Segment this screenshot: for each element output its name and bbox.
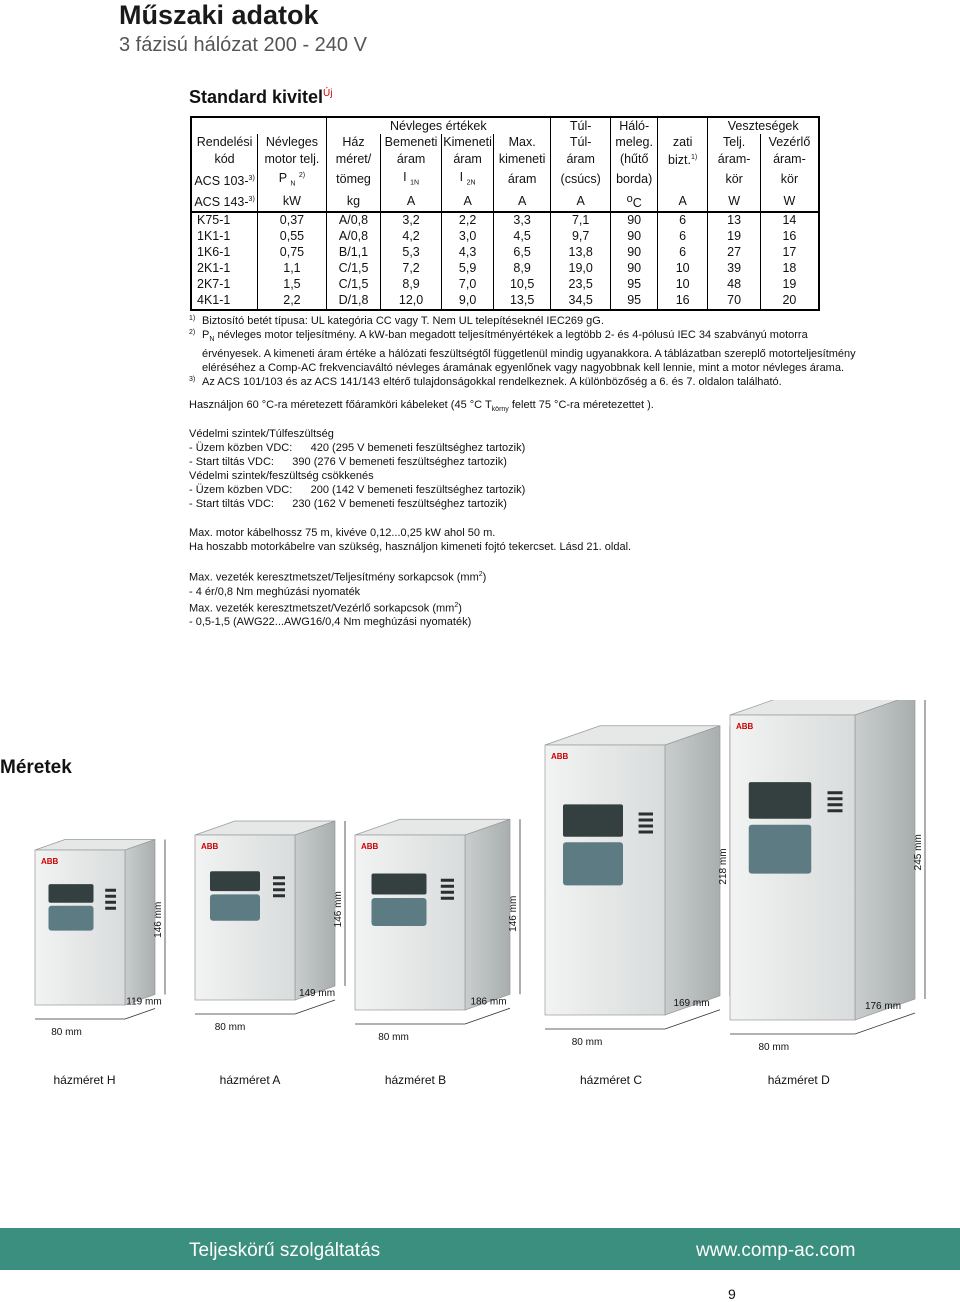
table-cell: 90: [611, 229, 657, 245]
th-heatsink: $^o$C: [611, 192, 657, 212]
depth-dim-line: [125, 1009, 155, 1020]
table-cell: 2,2: [441, 212, 494, 229]
abb-logo: ABB: [551, 752, 569, 761]
vent: [273, 876, 285, 879]
th-order-code: Rendelési: [196, 134, 253, 149]
frame-size-caption: házméret H: [53, 1073, 116, 1087]
table-cell: 1K6-1: [197, 245, 231, 260]
table-cell: 10: [657, 277, 707, 293]
table-cell: 6,5: [494, 245, 551, 261]
table-cell: 95: [611, 293, 657, 310]
th-output-current: A: [441, 192, 494, 212]
th-max-output: áram: [494, 168, 551, 192]
display: [210, 871, 260, 891]
table-cell: 27: [708, 245, 761, 261]
device-side: [665, 726, 720, 1015]
th-input-current: A: [381, 192, 442, 212]
page-number: 9: [728, 1286, 736, 1302]
table-cell: 18: [760, 261, 819, 277]
table-cell: 8,9: [494, 261, 551, 277]
table-cell: C/1,5: [326, 277, 381, 293]
keypad: [210, 894, 260, 920]
table-row: [191, 277, 819, 293]
footnote-2: 2) $P_N$ névleges motor teljesítmény. A kW-ban megadott teljesítményértékek a legtöbb 2- és 4-pólusú IEC 34 szabványú motorra érvényesek. A kimeneti áram értéke a hálózati feszültségtől függetlenül mindig ugyanakkora. A táblázatban szereplő motorteljesítmény eléréséhez a Comp-AC frekvenciaváltó névleges áramának egyenlőnek vagy nagyobbnak kell lennie, mint a motor névleges árama.: [189, 329, 856, 375]
vent: [105, 895, 116, 898]
table-cell: 0,75: [258, 245, 327, 261]
table-cell: 20: [760, 293, 819, 310]
footnote-3: 3) Az ACS 101/103 és az ACS 141/143 eltérő tulajdonságokkal rendelkeznek. A különbözőség a 6. és 7. oldalon található.: [189, 376, 782, 389]
depth-label: 169 mm: [673, 997, 710, 1009]
th-max-output: kimeneti: [494, 150, 551, 168]
table-cell: 19: [708, 229, 761, 245]
th-heatsink: Háló-: [611, 117, 657, 134]
table-cell: 2K7-1: [197, 277, 231, 292]
table-cell: 70: [708, 293, 761, 310]
keypad: [563, 842, 623, 885]
th-motor-power: P $_N$ $^{2)}$: [258, 168, 327, 192]
table-cell: 13,5: [494, 293, 551, 310]
height-label: 146 mm: [508, 895, 519, 932]
table-cell: 39: [708, 261, 761, 277]
th-frame: tömeg: [326, 168, 381, 192]
keypad: [372, 898, 427, 926]
table-cell: 7,0: [441, 277, 494, 293]
height-label: 218 mm: [718, 848, 729, 885]
table-cell: 16: [657, 293, 707, 310]
th-motor-power: motor telj.: [258, 150, 327, 168]
th-motor-power: Névleges: [258, 134, 327, 150]
device-side: [295, 821, 335, 1000]
table-cell: 13,8: [550, 245, 611, 261]
table-cell: 1,5: [258, 277, 327, 293]
table-cell: D/1,8: [326, 293, 381, 310]
table-cell: 8,9: [381, 277, 442, 293]
table-cell: 16: [760, 229, 819, 245]
section-title: Standard kivitel$^{Új}$: [189, 87, 333, 107]
cable-note: Használjon 60 °C-ra méretezett főáramköri kábeleket (45 °C $T_{körny}$ felett 75 °C-ra méretezettet ).: [189, 399, 654, 414]
depth-label: 149 mm: [298, 988, 336, 999]
table-cell: 9,0: [441, 293, 494, 310]
table-cell: 6: [657, 212, 707, 229]
vent: [105, 901, 116, 904]
depth-label: 186 mm: [470, 996, 507, 1008]
keypad: [749, 825, 812, 874]
table-cell: 9,7: [550, 229, 611, 245]
table-cell: 13: [708, 212, 761, 229]
device-side: [465, 819, 510, 1010]
footer-slogan: Teljeskörű szolgáltatás: [189, 1240, 381, 1261]
table-cell: 17: [760, 245, 819, 261]
th-order-code: kód: [214, 151, 235, 166]
th-motor-power: kW: [258, 192, 327, 212]
th-fuse: [657, 168, 707, 192]
width-label: 80 mm: [214, 1022, 246, 1033]
th-control-loss: Vezérlő: [760, 134, 819, 150]
footnote-1: 1) Biztosító betét típusa: UL kategória CC vagy T. Nem UL telepítéseknél IEC269 gG.: [189, 315, 604, 327]
table-cell: 95: [611, 277, 657, 293]
abb-logo: ABB: [201, 842, 219, 851]
table-cell: 0,55: [258, 229, 327, 245]
width-label: 80 mm: [571, 1037, 603, 1048]
depth-dim-line: [295, 1000, 335, 1014]
table-cell: 90: [611, 261, 657, 277]
table-cell: A/0,8: [326, 229, 381, 245]
display: [372, 874, 427, 895]
table-row: [191, 245, 819, 261]
frame-size-caption: házméret C: [579, 1073, 643, 1087]
th-frame: Ház: [326, 134, 381, 150]
th-input-current: áram: [381, 150, 442, 168]
table-cell: 4,3: [441, 245, 494, 261]
table-cell: 10: [657, 261, 707, 277]
table-cell: 4,5: [494, 229, 551, 245]
abb-logo: ABB: [736, 722, 754, 731]
table-cell: 10,5: [494, 277, 551, 293]
width-label: 80 mm: [758, 1042, 790, 1053]
footnotes: [189, 314, 909, 389]
table-cell: 1,1: [258, 261, 327, 277]
th-overload: Túl-: [550, 134, 611, 150]
table-cell: 7,2: [381, 261, 442, 277]
th-fuse: bizt.$^{1)}$: [657, 150, 707, 168]
th-order-code: ACS 103-$^{3)}$: [194, 174, 255, 189]
th-overload: Túl-: [550, 117, 611, 134]
table-row: [191, 229, 819, 245]
new-badge: Új: [323, 88, 333, 99]
vent: [441, 879, 454, 882]
th-heatsink: (hűtő: [611, 150, 657, 168]
table-cell: 6: [657, 229, 707, 245]
th-overload: A: [550, 192, 611, 212]
th-control-loss: kör: [760, 168, 819, 192]
th-frame: méret/: [326, 150, 381, 168]
device-side: [125, 840, 155, 1006]
vent: [273, 888, 285, 891]
display: [49, 884, 94, 903]
display: [749, 782, 812, 819]
display: [563, 804, 623, 836]
table-row: [191, 293, 819, 310]
abb-logo: ABB: [41, 857, 59, 866]
width-label: 80 mm: [378, 1032, 409, 1043]
table-cell: 4K1-1: [197, 293, 231, 308]
table-row: [191, 212, 819, 229]
devices-illustration: [0, 700, 960, 1100]
table-cell: 12,0: [381, 293, 442, 310]
table-cell: 3,2: [381, 212, 442, 229]
th-blank: [657, 117, 707, 134]
th-output-current: Kimeneti: [443, 134, 492, 149]
table-cell: 19,0: [550, 261, 611, 277]
th-blank: [191, 117, 258, 134]
frame-size-caption: házméret A: [219, 1073, 281, 1087]
th-frame: kg: [326, 192, 381, 212]
th-overload: áram: [550, 150, 611, 168]
vent: [273, 882, 285, 885]
table-cell: 90: [611, 212, 657, 229]
table-cell: 5,3: [381, 245, 442, 261]
frame-size-caption: házméret B: [384, 1073, 447, 1087]
vent: [639, 813, 653, 816]
table-cell: 3,0: [441, 229, 494, 245]
depth-label: 119 mm: [126, 996, 162, 1008]
table-cell: A/0,8: [326, 212, 381, 229]
th-power-loss: W: [708, 192, 761, 212]
th-fuse: A: [657, 192, 707, 212]
th-heatsink: borda): [611, 168, 657, 192]
table-cell: 7,1: [550, 212, 611, 229]
width-label: 80 mm: [51, 1027, 82, 1038]
spec-table: [190, 116, 820, 311]
table-cell: 6: [657, 245, 707, 261]
th-power-loss: kör: [708, 168, 761, 192]
table-row: [191, 261, 819, 277]
protection-levels: Védelmi szintek/Túlfeszültség - Üzem közben VDC: 420 (295 V bemeneti feszültséghez tartozik) - Start tiltás VDC: 390 (276 V bemeneti feszültséghez tartozik) Védelmi szintek/feszültség csökkenés - Üzem közben VDC: 200 (142 V bemeneti feszültséghez tartozik) - Start tiltás VDC: 230 (162 V bemeneti feszültséghez tartozik): [189, 428, 526, 510]
th-input-current: I $_{1N}$: [381, 168, 442, 192]
table-cell: 90: [611, 245, 657, 261]
table-cell: 14: [760, 212, 819, 229]
th-control-loss: áram-: [760, 150, 819, 168]
group-losses-header: Veszteségek: [708, 117, 819, 134]
table-cell: K75-1: [197, 213, 231, 228]
table-cell: 34,5: [550, 293, 611, 310]
depth-label: 176 mm: [864, 1001, 902, 1012]
th-heatsink: meleg.: [611, 134, 657, 150]
height-label: 245 mm: [913, 834, 924, 871]
th-fuse: zati: [657, 134, 707, 150]
vent: [441, 885, 454, 888]
depth-dim-line: [465, 1008, 510, 1024]
table-cell: 2,2: [258, 293, 327, 310]
group-nominal-header: Névleges értékek: [326, 117, 550, 134]
page-title: Műszaki adatok: [119, 0, 319, 30]
vent: [828, 791, 843, 794]
vent: [105, 907, 116, 910]
vent: [639, 831, 653, 834]
th-power-loss: Telj.: [708, 134, 761, 150]
vent: [828, 803, 843, 806]
th-order-code: ACS 143-$^{3)}$: [191, 192, 258, 212]
th-output-current: áram: [441, 150, 494, 168]
page-subtitle: 3 fázisú hálózat 200 - 240 V: [119, 34, 367, 56]
height-label: 146 mm: [153, 901, 164, 938]
vent: [828, 809, 843, 812]
table-cell: C/1,5: [326, 261, 381, 277]
vent: [639, 825, 653, 828]
table-cell: 3,3: [494, 212, 551, 229]
vent: [828, 797, 843, 800]
dimensions-title: Méretek: [0, 757, 72, 778]
th-overload: (csúcs): [550, 168, 611, 192]
frame-size-caption: házméret D: [767, 1073, 830, 1087]
th-max-output: A: [494, 192, 551, 212]
vent: [273, 894, 285, 897]
vent: [441, 891, 454, 894]
vent: [639, 819, 653, 822]
th-output-current: I $_{2N}$: [441, 168, 494, 192]
device-side: [855, 700, 915, 1020]
height-label: 146 mm: [333, 891, 344, 928]
abb-logo: ABB: [361, 842, 379, 851]
th-control-loss: W: [760, 192, 819, 212]
th-max-output: Max.: [494, 134, 551, 150]
table-cell: 2K1-1: [197, 261, 231, 276]
table-cell: 5,9: [441, 261, 494, 277]
table-cell: 48: [708, 277, 761, 293]
table-cell: 4,2: [381, 229, 442, 245]
table-cell: 23,5: [550, 277, 611, 293]
th-input-current: Bemeneti: [381, 134, 442, 150]
terminal-specs: Max. vezeték keresztmetszet/Teljesítmény sorkapcsok $(mm^2)$ - 4 ér/0,8 Nm meghúzási nyomaték Max. vezeték keresztmetszet/Vezérlő sorkapcsok $(mm^2)$ - 0,5-1,5 (AWG22...AWG16/0,4 Nm meghúzási nyomaték): [189, 571, 487, 629]
th-blank: [258, 117, 327, 134]
keypad: [49, 906, 94, 931]
th-power-loss: áram-: [708, 150, 761, 168]
cable-length: Max. motor kábelhossz 75 m, kivéve 0,12...0,25 kW ahol 50 m. Ha hoszabb motorkábelre van szükség, használjon kimeneti fojtó tekercset. Lásd 21. oldal.: [189, 527, 632, 553]
table-cell: 1K1-1: [197, 229, 231, 244]
depth-dim-line: [665, 1010, 720, 1029]
vent: [441, 897, 454, 900]
vent: [105, 889, 116, 892]
table-cell: B/1,1: [326, 245, 381, 261]
table-cell: 19: [760, 277, 819, 293]
table-cell: 0,37: [258, 212, 327, 229]
footer-website-link[interactable]: www.comp-ac.com: [696, 1240, 856, 1261]
